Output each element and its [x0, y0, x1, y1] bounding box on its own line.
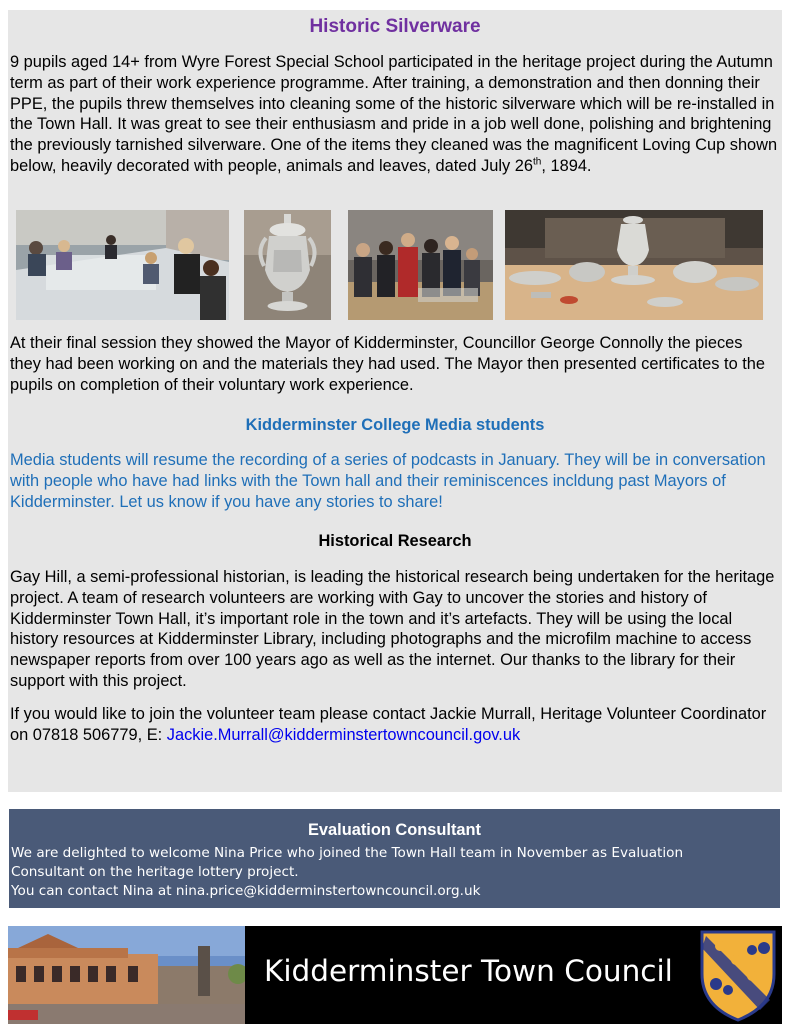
silverware-paragraph-2: At their final session they showed the Mayor of Kidderminster, Councillor George Connolly the pieces they had been working on and the materials they had used. The Mayor then presented certificates to the pupils on completion of their voluntary work experience.	[10, 334, 766, 394]
evaluation-text	[11, 844, 776, 901]
silverware-paragraph-1-end: , 1894.	[541, 156, 592, 175]
silverware-title: Historic Silverware	[309, 16, 481, 37]
council-crest	[698, 928, 778, 1022]
evaluation-line-2: Consultant on the heritage lottery project.	[11, 864, 299, 880]
email-link[interactable]: Jackie.Murrall@kidderminstertowncouncil.gov.uk	[166, 725, 521, 744]
evaluation-panel	[9, 809, 780, 908]
photo-silverware-collection	[505, 210, 763, 320]
media-paragraph: Media students will resume the recording of a series of podcasts in January. They will be in conversation with people who have had links with the Town hall and their reminiscences incldung past Mayors of Kidderminster. Let us know if you have any stories to share!	[10, 451, 766, 511]
council-name: Kidderminster Town Council	[264, 954, 673, 988]
research-paragraph-1: Gay Hill, a semi-professional historian, is leading the historical research being undertaken for the heritage project. A team of research volunteers are working with Gay to uncover the stories and history of Kidderminster Town Hall, it’s important role in the town and it’s artefacts. They will be using the local history resources at Kidderminster Library, including photographs and the microfilm machine to access newspaper reports from over 100 years ago as well as the internet. Our thanks to the library for their support with this project.	[10, 568, 775, 690]
media-title: Kidderminster College Media students	[245, 416, 545, 434]
silverware-panel	[8, 10, 782, 792]
research-contact-text: If you would like to join the volunteer team please contact Jackie Murrall, Heritage Volunteer Coordinator on 07818 506779, E:	[10, 705, 767, 744]
date-superscript: th	[533, 156, 542, 168]
research-paragraph-2	[10, 704, 778, 746]
photo-loving-cup	[244, 210, 331, 320]
evaluation-line-1: We are delighted to welcome Nina Price who joined the Town Hall team in November as Evaluation	[11, 845, 684, 861]
silverware-paragraph-1-text: 9 pupils aged 14+ from Wyre Forest Special School participated in the heritage project during the Autumn term as part of their work experience programme. After training, a demonstration and then donning their PPE, the pupils threw themselves into cleaning some of the historic silverware which will be re-installed in the Town Hall. It was great to see their enthusiasm and pride in a job well done, polishing and brightening the previously tarnished silverware. One of the items they cleaned was the magnificent Loving Cup shown below, heavily decorated with people, animals and leaves, dated July 26	[10, 53, 778, 175]
silverware-paragraph-1	[10, 52, 778, 177]
footer-banner	[8, 926, 782, 1024]
photo-mayor-visit	[348, 210, 493, 320]
research-title: Historical Research	[318, 532, 472, 550]
photo-pupils-cleaning	[16, 210, 229, 320]
evaluation-line-3: You can contact Nina at nina.price@kidderminstertowncouncil.org.uk	[11, 883, 481, 899]
town-hall-photo	[8, 926, 245, 1024]
evaluation-title: Evaluation Consultant	[307, 821, 482, 839]
